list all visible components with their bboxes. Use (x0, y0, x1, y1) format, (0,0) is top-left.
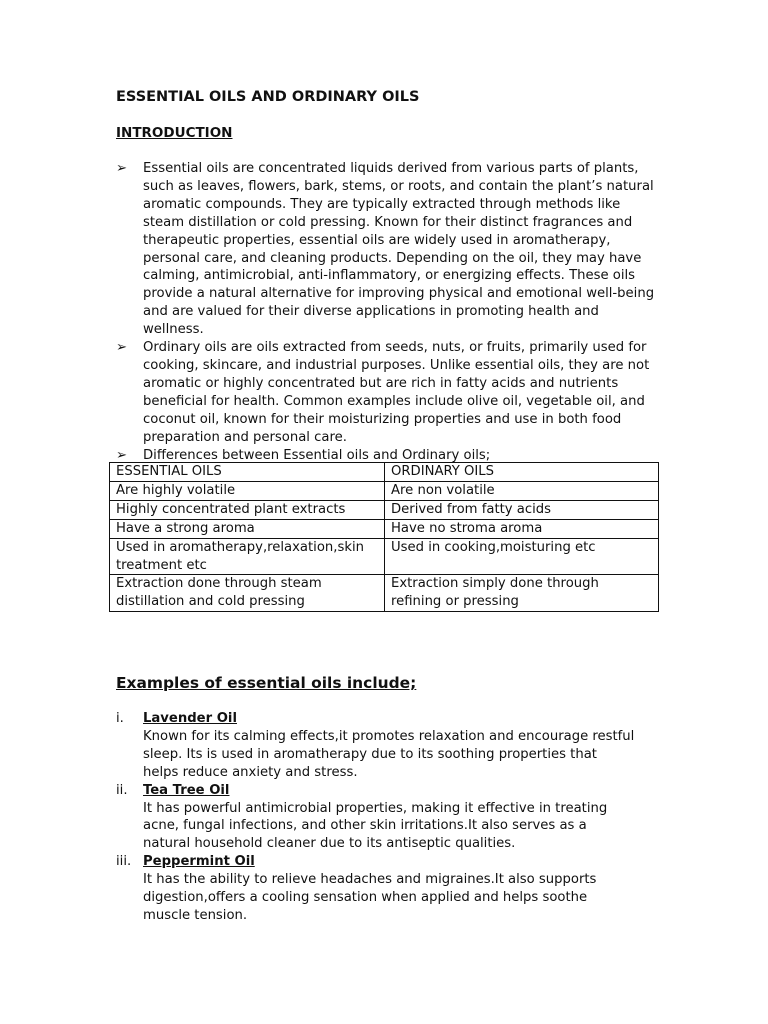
table-row (110, 481, 659, 500)
table-cell: Are non volatile (385, 481, 659, 500)
bullet-item-essential-oils (116, 160, 656, 339)
table-cell: Used in cooking,moisturing etc (385, 538, 659, 575)
list-number: ii. (116, 782, 128, 798)
table-header-row (110, 463, 659, 482)
arrow-bullet-icon: ➢ (116, 447, 128, 463)
table-row (110, 500, 659, 519)
example-item-tea-tree (116, 782, 636, 854)
oil-name: Tea Tree Oil (143, 782, 230, 798)
arrow-bullet-icon: ➢ (116, 161, 128, 176)
table-row (110, 538, 659, 575)
bullet-text: Ordinary oils are oils extracted from seeds, nuts, or fruits, primarily used for cooking, skincare, and industrial purposes. Unlike essential oils, they are not aromatic or highly concentrated but are rich in fatty acids and nutrients beneficial for health. Common examples include olive oil, vegetable oil, and coconut oil, known for their moisturizing properties and use in both food preparation and personal care. (143, 340, 650, 445)
introduction-bullet-list (116, 160, 656, 464)
example-item-peppermint (116, 853, 636, 925)
table-cell: Derived from fatty acids (385, 500, 659, 519)
bullet-item-ordinary-oils (116, 339, 656, 446)
oil-description: Known for its calming effects,it promotes relaxation and encourage restful sleep. Its is used in aromatherapy due to its soothing properties that helps reduce anxiety and stress. (143, 728, 635, 780)
table-cell: Extraction done through steam distillation and cold pressing (110, 575, 385, 612)
table-cell: Highly concentrated plant extracts (110, 500, 385, 519)
table-cell: Used in aromatherapy,relaxation,skin treatment etc (110, 538, 385, 575)
table-cell: Are highly volatile (110, 481, 385, 500)
oil-name: Lavender Oil (143, 711, 237, 726)
arrow-bullet-icon: ➢ (116, 340, 128, 356)
bullet-text: Differences between Essential oils and Ordinary oils; (143, 447, 491, 463)
differences-table (109, 462, 659, 612)
document-title: ESSENTIAL OILS AND ORDINARY OILS (116, 89, 420, 105)
table-row (110, 519, 659, 538)
table-row (110, 575, 659, 612)
table-header-cell: ORDINARY OILS (385, 463, 659, 482)
list-number: i. (116, 711, 124, 726)
oil-name: Peppermint Oil (143, 854, 255, 870)
table-cell: Have no stroma aroma (385, 519, 659, 538)
oil-description: It has powerful antimicrobial properties, making it effective in treating acne, fungal infections, and other skin irritations.It also serves as a natural household cleaner due to its antiseptic qualities. (143, 800, 608, 852)
example-item-lavender (116, 710, 636, 782)
oil-description: It has the ability to relieve headaches and migraines.It also supports digestion,offers a cooling sensation when applied and helps soothe muscle tension. (143, 872, 597, 923)
table-cell: Have a strong aroma (110, 519, 385, 538)
list-number: iii. (116, 854, 132, 870)
examples-heading: Examples of essential oils include; (116, 674, 417, 692)
table-header-cell: ESSENTIAL OILS (110, 463, 385, 482)
bullet-text: Essential oils are concentrated liquids derived from various parts of plants, such as leaves, flowers, bark, stems, or roots, and contain the plant’s natural aromatic compounds. They are typically extracted through methods like steam distillation or cold pressing. Known for their distinct fragrances and therapeutic properties, essential oils are widely used in aromatherapy, personal care, and cleaning products. Depending on the oil, they may have calming, antimicrobial, anti-inflammatory, or energizing effects. These oils provide a natural alternative for improving physical and emotional well-being and are valued for their diverse applications in promoting health and wellness. (143, 161, 655, 338)
table-cell: Extraction simply done through refining or pressing (385, 575, 659, 612)
introduction-heading: INTRODUCTION (116, 125, 233, 141)
examples-list (116, 710, 636, 925)
